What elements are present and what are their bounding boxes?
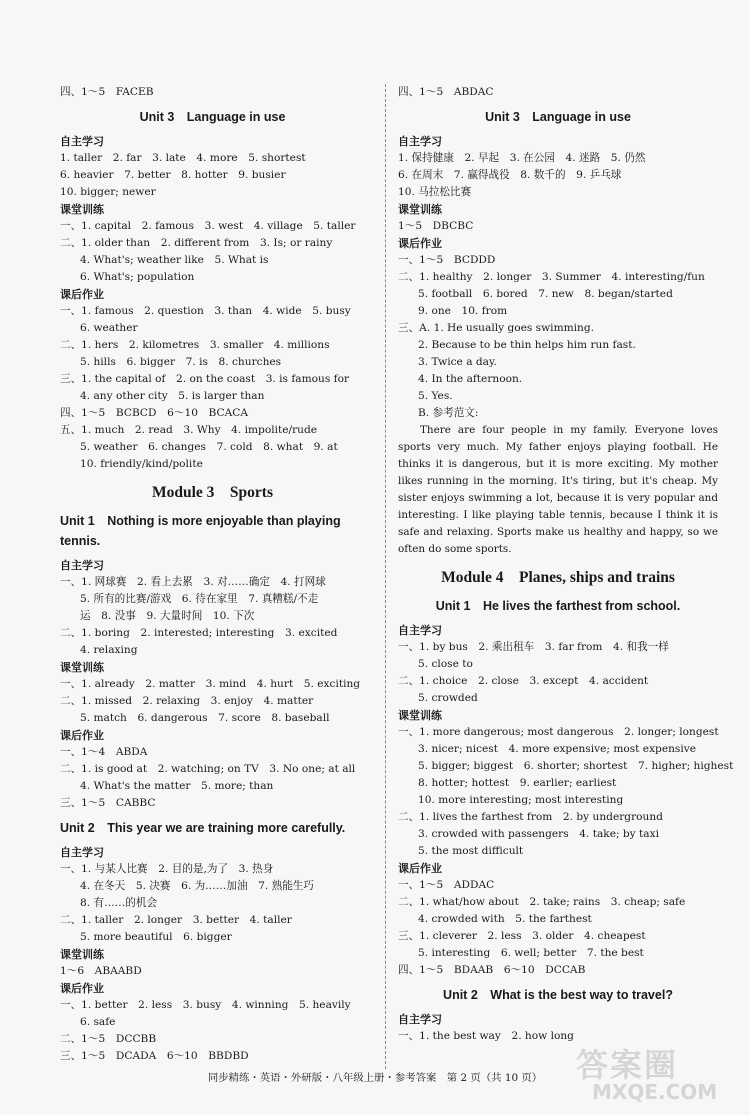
answer-line: 2. Because to be thin helps him run fast. <box>418 339 636 351</box>
answer-line: 五、1. much 2. read 3. Why 4. impolite/rude <box>60 424 318 436</box>
section-heading: 课堂训练 <box>398 203 442 216</box>
answer-line: 一、1. better 2. less 3. busy 4. winning 5. heavily <box>60 999 351 1011</box>
answer-line: 3. Twice a day. <box>418 356 497 368</box>
unit-heading: Unit 2 What is the best way to travel? <box>443 988 673 1002</box>
answer-line: 10. friendly/kind/polite <box>80 458 203 470</box>
answer-line: 5. crowded <box>418 692 478 704</box>
answer-line: 一、1～4 ABDA <box>60 746 148 758</box>
watermark-logo <box>576 1040 736 1108</box>
answer-line: 5. 所有的比赛/游戏 6. 待在家里 7. 真糟糕/不走 <box>80 593 319 605</box>
answer-line: 5. bigger; biggest 6. shorter; shortest 7. higher; highest <box>418 760 734 772</box>
sample-essay: There are four people in my family. Everyone loves sports very much. My father enjoys playing football. He thinks it is dangerous, but it is more exciting. My mother likes running in the morning. It's tiring, but it's cheap. My sister enjoys swimming a lot, because it is very popular and interesting. I like playing table tennis, because I think it is safe and relaxing. Sports make us healthy and happy, so we often do some sports. <box>398 424 718 555</box>
answer-line: 二、1. older than 2. different from 3. Is; or rainy <box>60 237 333 249</box>
answer-line: 8. hotter; hottest 9. earlier; earliest <box>418 777 617 789</box>
answer-line: 10. bigger; newer <box>60 186 156 198</box>
answer-line: 四、1～5 FACEB <box>60 86 154 98</box>
column-divider <box>385 84 386 1069</box>
answer-line: 三、1～5 DCADA 6～10 BBDBD <box>60 1050 249 1062</box>
answer-line: 4. any other city 5. is larger than <box>80 390 265 402</box>
answer-line: 三、1～5 CABBC <box>60 797 156 809</box>
watermark-url: MXQE.COM <box>592 1080 718 1104</box>
answer-line: 一、1. the best way 2. how long <box>398 1030 574 1042</box>
section-heading: 自主学习 <box>398 135 442 148</box>
answer-line: 4. relaxing <box>80 644 138 656</box>
answer-line: 一、1. 与某人比赛 2. 目的是,为了 3. 热身 <box>60 863 274 875</box>
section-heading: 课后作业 <box>60 288 104 301</box>
answer-line: 四、1～5 BCBCD 6～10 BCACA <box>60 407 249 419</box>
answer-line: 二、1. what/how about 2. take; rains 3. cheap; safe <box>398 896 686 908</box>
section-heading: 自主学习 <box>398 1013 442 1026</box>
answer-line: 三、1. the capital of 2. on the coast 3. is famous for <box>60 373 350 385</box>
section-heading: 课堂训练 <box>60 203 104 216</box>
answer-line: 4. crowded with 5. the farthest <box>418 913 592 925</box>
answer-line: 三、A. 1. He usually goes swimming. <box>398 322 595 334</box>
answer-line: B. 参考范文: <box>418 407 479 419</box>
answer-line: 6. 在周末 7. 赢得战役 8. 数千的 9. 乒乓球 <box>398 169 622 181</box>
answer-line: 5. Yes. <box>418 390 453 402</box>
answer-line: 1. taller 2. far 3. late 4. more 5. shortest <box>60 152 306 164</box>
answer-line: 一、1. famous 2. question 3. than 4. wide 5. busy <box>60 305 351 317</box>
answer-line: 5. football 6. bored 7. new 8. began/started <box>418 288 673 300</box>
left-column <box>60 84 365 1065</box>
answer-line: 8. 有……的机会 <box>80 897 158 909</box>
answer-line: 一、1. by bus 2. 乘出租车 3. far from 4. 和我一样 <box>398 641 669 653</box>
answer-line: 5. weather 6. changes 7. cold 8. what 9. at <box>80 441 338 453</box>
answer-line: 1. 保持健康 2. 早起 3. 在公园 4. 迷路 5. 仍然 <box>398 152 646 164</box>
answer-line: 5. hills 6. bigger 7. is 8. churches <box>80 356 282 368</box>
answer-line: 四、1～5 ABDAC <box>398 86 494 98</box>
right-column <box>398 84 734 1045</box>
answer-line: 6. What's; population <box>80 271 195 283</box>
answer-line: 5. match 6. dangerous 7. score 8. baseball <box>80 712 330 724</box>
answer-line: 4. 在冬天 5. 决赛 6. 为……加油 7. 熟能生巧 <box>80 880 314 892</box>
answer-line: 二、1. choice 2. close 3. except 4. accident <box>398 675 649 687</box>
answer-line: 一、1～5 ADDAC <box>398 879 495 891</box>
answer-line: 二、1. boring 2. interested; interesting 3. excited <box>60 627 338 639</box>
answer-line: 5. close to <box>418 658 473 670</box>
answer-line: 4. In the afternoon. <box>418 373 523 385</box>
section-heading: 课后作业 <box>398 862 442 875</box>
answer-line: 10. 马拉松比赛 <box>398 186 472 198</box>
answer-line: 三、1. cleverer 2. less 3. older 4. cheapest <box>398 930 646 942</box>
section-heading: 课堂训练 <box>60 661 104 674</box>
unit-heading: Unit 3 Language in use <box>485 110 631 124</box>
section-heading: 自主学习 <box>60 135 104 148</box>
answer-line: 5. more beautiful 6. bigger <box>80 931 232 943</box>
answer-line: 6. safe <box>80 1016 116 1028</box>
answer-line: 二、1. missed 2. relaxing 3. enjoy 4. matter <box>60 695 314 707</box>
section-heading: 课后作业 <box>60 982 104 995</box>
module-heading: Module 3 Sports <box>152 484 273 501</box>
unit-heading: Unit 1 He lives the farthest from school. <box>435 599 681 613</box>
section-heading: 自主学习 <box>60 559 104 572</box>
answer-line: 一、1～5 BCDDD <box>398 254 496 266</box>
answer-line: 二、1. taller 2. longer 3. better 4. taller <box>60 914 292 926</box>
module-heading: Module 4 Planes, ships and trains <box>441 569 675 586</box>
watermark-text: 答案圈 <box>576 1046 679 1084</box>
answer-line: 一、1. capital 2. famous 3. west 4. village 5. taller <box>60 220 356 232</box>
answer-line: 一、1. already 2. matter 3. mind 4. hurt 5. exciting <box>60 678 361 690</box>
answer-line: 二、1～5 DCCBB <box>60 1033 157 1045</box>
unit-heading: Unit 3 Language in use <box>139 110 286 124</box>
section-heading: 课后作业 <box>398 237 442 250</box>
answer-line: 二、1. is good at 2. watching; on TV 3. No one; at all <box>60 763 356 775</box>
answer-line: 3. crowded with passengers 4. take; by taxi <box>418 828 659 840</box>
answer-line: 6. heavier 7. better 8. hotter 9. busier <box>60 169 286 181</box>
answer-line: 1～5 DBCBC <box>398 220 474 232</box>
answer-line: 二、1. hers 2. kilometres 3. smaller 4. millions <box>60 339 330 351</box>
answer-line: 4. What's; weather like 5. What is <box>80 254 269 266</box>
answer-line: 9. one 10. from <box>418 305 508 317</box>
answer-line: 运 8. 没事 9. 大量时间 10. 下次 <box>80 610 255 622</box>
answer-line: 一、1. more dangerous; most dangerous 2. longer; longest <box>398 726 719 738</box>
section-heading: 课堂训练 <box>398 709 442 722</box>
answer-line: 6. weather <box>80 322 138 334</box>
answer-line: 一、1. 网球赛 2. 看上去累 3. 对……确定 4. 打网球 <box>60 576 326 588</box>
answer-line: 5. interesting 6. well; better 7. the best <box>418 947 644 959</box>
section-heading: 课堂训练 <box>60 948 104 961</box>
section-heading: 自主学习 <box>398 624 442 637</box>
section-heading: 课后作业 <box>60 729 104 742</box>
answer-line: 4. What's the matter 5. more; than <box>80 780 274 792</box>
answer-line: 四、1～5 BDAAB 6～10 DCCAB <box>398 964 586 976</box>
answer-line: 5. the most difficult <box>418 845 524 857</box>
answer-line: 二、1. healthy 2. longer 3. Summer 4. interesting/fun <box>398 271 705 283</box>
answer-line: 3. nicer; nicest 4. more expensive; most expensive <box>418 743 697 755</box>
page-footer: 同步精练・英语・外研版・八年级上册・参考答案 第 2 页（共 10 页） <box>207 1072 543 1084</box>
unit-heading: Unit 2 This year we are training more carefully. <box>60 821 346 835</box>
answer-line: 1～6 ABAABD <box>60 965 142 977</box>
answer-line: 二、1. lives the farthest from 2. by underground <box>398 811 663 823</box>
section-heading: 自主学习 <box>60 846 104 859</box>
answer-line: 10. more interesting; most interesting <box>418 794 624 806</box>
unit-heading: Unit 1 Nothing is more enjoyable than playing tennis. <box>60 514 341 548</box>
